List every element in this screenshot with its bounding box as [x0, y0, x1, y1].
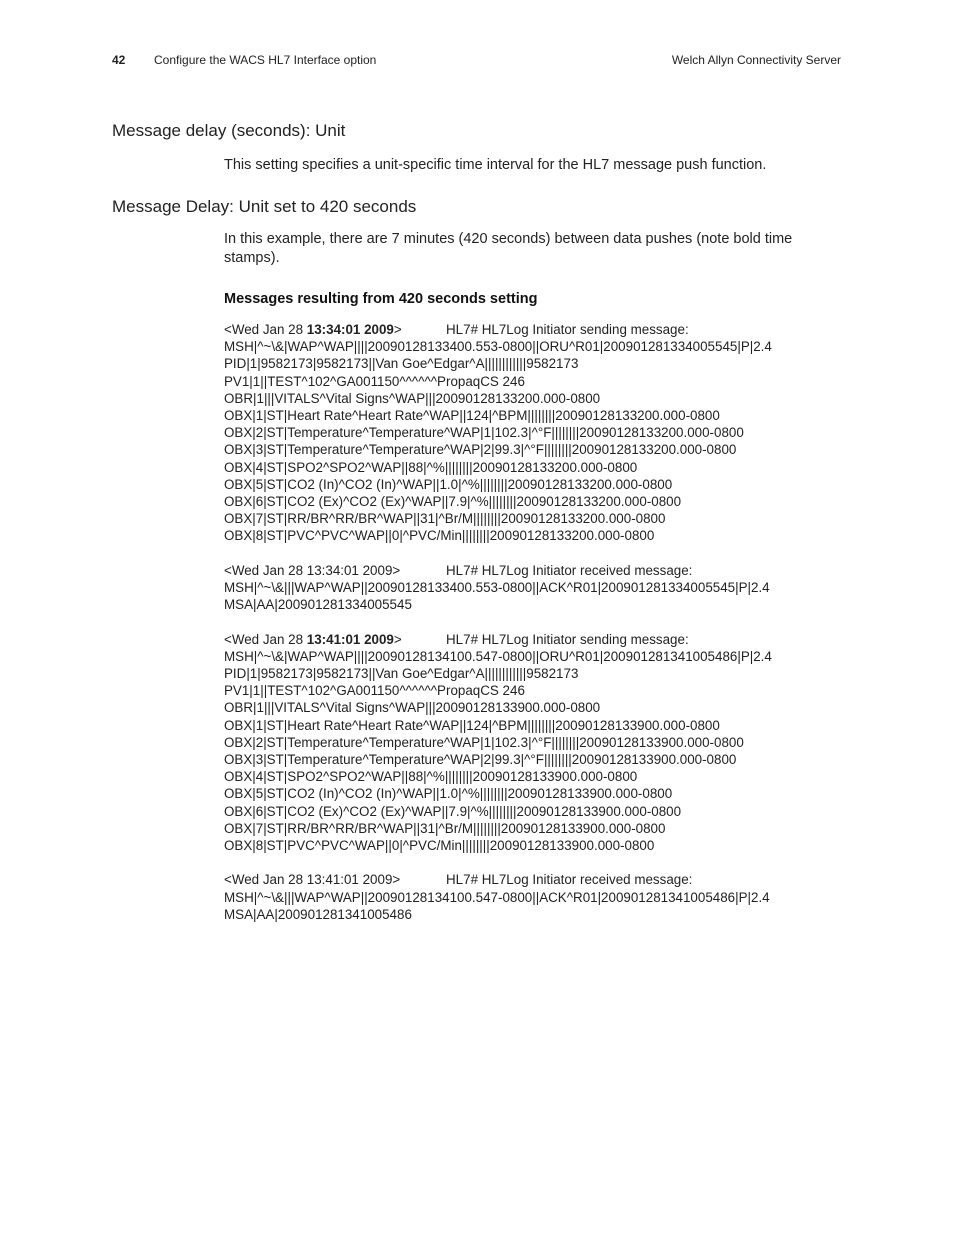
chapter-title: Configure the WACS HL7 Interface option — [154, 53, 377, 67]
log-timestamp-line — [224, 631, 844, 648]
product-name: Welch Allyn Connectivity Server — [671, 53, 841, 67]
log-segment-line: PV1|1||TEST^102^GA001150^^^^^^PropaqCS 246 — [224, 683, 525, 699]
log-segment-line: PID|1|9582173|9582173||Van Goe^Edgar^A||||||||||||9582173 — [224, 356, 579, 372]
timestamp-prefix: <Wed Jan 28 13:41:01 2009> — [224, 872, 401, 888]
timestamp-bold: 13:34:01 2009 — [306, 322, 394, 337]
log-segment-line: OBX|5|ST|CO2 (In)^CO2 (In)^WAP||1.0|^%||||||||20090128133900.000-0800 — [224, 786, 673, 802]
log-segment-line: OBX|4|ST|SPO2^SPO2^WAP||88|^%||||||||20090128133900.000-0800 — [224, 769, 638, 785]
timestamp-suffix: > — [393, 631, 402, 647]
log-segment-line: OBR|1|||VITALS^Vital Signs^WAP|||20090128133900.000-0800 — [224, 700, 601, 716]
page-header — [112, 53, 841, 69]
log-segment-line: OBX|7|ST|RR/BR^RR/BR^WAP||31|^Br/M||||||||20090128133200.000-0800 — [224, 511, 666, 527]
log-entry — [224, 562, 844, 614]
timestamp-prefix: <Wed Jan 28 — [224, 322, 307, 337]
log-segment-line: PV1|1||TEST^102^GA001150^^^^^^PropaqCS 246 — [224, 373, 525, 389]
log-timestamp-line — [224, 562, 844, 579]
log-segment-line: OBX|2|ST|Temperature^Temperature^WAP|1|102.3|^°F||||||||20090128133200.000-0800 — [224, 425, 744, 441]
log-message-type: HL7# HL7Log Initiator received message: — [446, 872, 693, 888]
log-message-type: HL7# HL7Log Initiator sending message: — [446, 631, 689, 647]
section-heading-unit: Message delay (seconds): Unit — [112, 121, 346, 140]
log-segment-line: MSA|AA|200901281334005545 — [224, 597, 412, 613]
log-timestamp-line — [224, 871, 844, 888]
timestamp-prefix: <Wed Jan 28 — [224, 631, 307, 647]
log-entry — [224, 321, 844, 545]
log-segment-line: OBX|1|ST|Heart Rate^Heart Rate^WAP||124|^BPM||||||||20090128133900.000-0800 — [224, 717, 720, 733]
log-segment-line: OBX|8|ST|PVC^PVC^WAP||0|^PVC/Min||||||||20090128133900.000-0800 — [224, 838, 655, 854]
log-message-type: HL7# HL7Log Initiator sending message: — [446, 322, 689, 337]
hl7-log — [224, 321, 844, 940]
log-entry — [224, 631, 844, 855]
section-body-unit: This setting specifies a unit-specific time interval for the HL7 message push function. — [224, 157, 767, 173]
log-segment-line: OBX|5|ST|CO2 (In)^CO2 (In)^WAP||1.0|^%||||||||20090128133200.000-0800 — [224, 476, 673, 492]
log-segment-line: OBX|2|ST|Temperature^Temperature^WAP|1|102.3|^°F||||||||20090128133900.000-0800 — [224, 734, 744, 750]
log-entry — [224, 871, 844, 923]
log-segment-line: MSH|^~\&|||WAP^WAP||20090128134100.547-0800||ACK^R01|200901281341005486|P|2.4 — [224, 889, 770, 905]
page-number: 42 — [112, 53, 126, 67]
log-segment-line: OBX|8|ST|PVC^PVC^WAP||0|^PVC/Min||||||||20090128133200.000-0800 — [224, 528, 655, 544]
section-heading-420: Message Delay: Unit set to 420 seconds — [112, 197, 417, 216]
log-segment-line: OBX|7|ST|RR/BR^RR/BR^WAP||31|^Br/M||||||||20090128133900.000-0800 — [224, 820, 666, 836]
section-body-420: In this example, there are 7 minutes (420 seconds) between data pushes (note bold time stamps). — [224, 231, 793, 266]
log-segment-line: OBX|6|ST|CO2 (Ex)^CO2 (Ex)^WAP||7.9|^%||||||||20090128133900.000-0800 — [224, 803, 682, 819]
log-segment-line: OBX|1|ST|Heart Rate^Heart Rate^WAP||124|^BPM||||||||20090128133200.000-0800 — [224, 408, 720, 424]
timestamp-bold: 13:41:01 2009 — [306, 631, 394, 647]
log-segment-line: MSH|^~\&|WAP^WAP||||20090128134100.547-0800||ORU^R01|200901281341005486|P|2.4 — [224, 648, 772, 664]
timestamp-suffix: > — [393, 322, 402, 337]
log-segment-line: PID|1|9582173|9582173||Van Goe^Edgar^A||||||||||||9582173 — [224, 666, 579, 682]
log-segment-line: OBX|3|ST|Temperature^Temperature^WAP|2|99.3|^°F||||||||20090128133900.000-0800 — [224, 752, 737, 768]
log-segment-line: OBX|4|ST|SPO2^SPO2^WAP||88|^%||||||||20090128133200.000-0800 — [224, 459, 638, 475]
log-segment-line: OBR|1|||VITALS^Vital Signs^WAP|||20090128133200.000-0800 — [224, 390, 601, 406]
log-segment-line: MSH|^~\&|||WAP^WAP||20090128133400.553-0800||ACK^R01|200901281334005545|P|2.4 — [224, 580, 770, 596]
log-timestamp-line — [224, 321, 844, 338]
log-segment-line: OBX|6|ST|CO2 (Ex)^CO2 (Ex)^WAP||7.9|^%||||||||20090128133200.000-0800 — [224, 494, 682, 510]
log-segment-line: MSA|AA|200901281341005486 — [224, 906, 412, 922]
log-segment-line: OBX|3|ST|Temperature^Temperature^WAP|2|99.3|^°F||||||||20090128133200.000-0800 — [224, 442, 737, 458]
timestamp-prefix: <Wed Jan 28 13:34:01 2009> — [224, 562, 401, 578]
log-segment-line: MSH|^~\&|WAP^WAP||||20090128133400.553-0800||ORU^R01|200901281334005545|P|2.4 — [224, 339, 772, 355]
log-message-type: HL7# HL7Log Initiator received message: — [446, 562, 693, 578]
example-subheading: Messages resulting from 420 seconds setting — [224, 291, 538, 307]
